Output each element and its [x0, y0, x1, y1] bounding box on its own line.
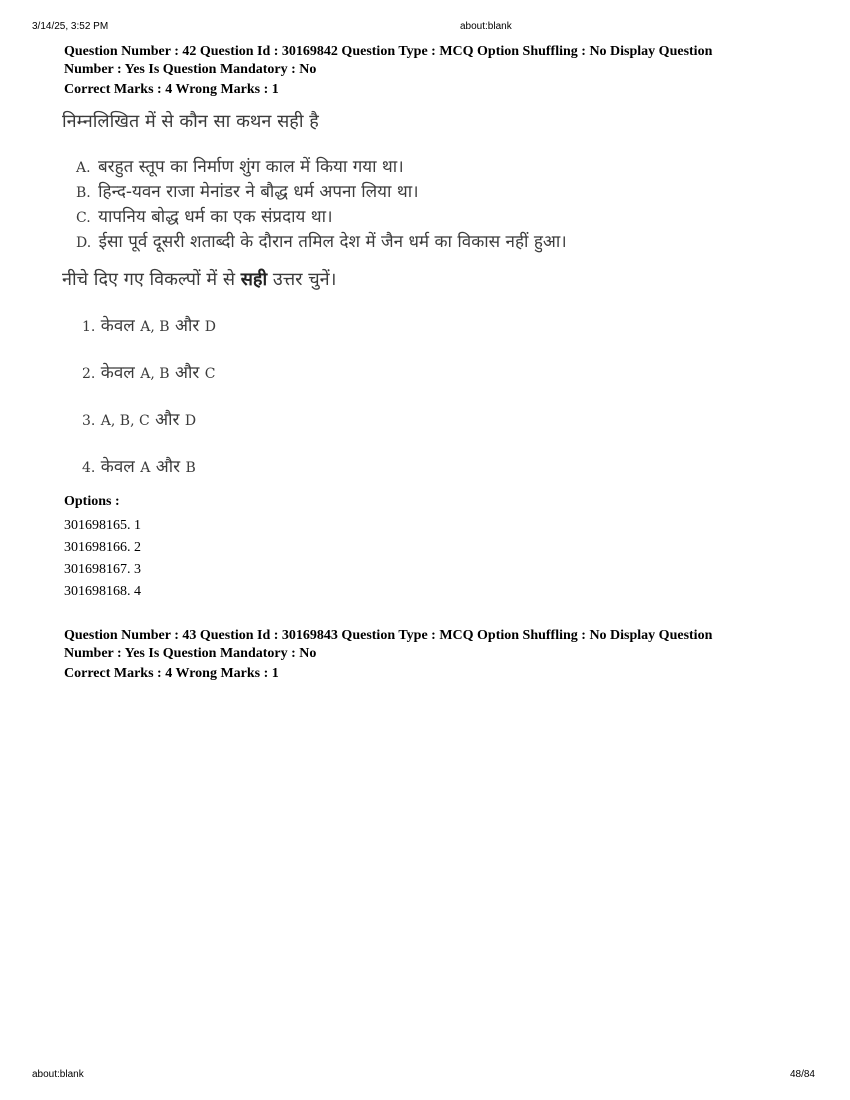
answer-choice: [82, 452, 216, 499]
answer-choice: [82, 358, 216, 405]
question-stem: निम्नलिखित में से कौन सा कथन सही है: [62, 111, 319, 132]
print-header: [32, 21, 815, 35]
statement-label: C.: [76, 210, 91, 226]
choice-letters: A, B: [140, 319, 170, 335]
option-id: 301698165. 1: [64, 518, 141, 533]
statement-item: [76, 155, 567, 180]
instruction-text-pre: नीचे दिए गए विकल्पों में से: [62, 269, 241, 290]
question-meta: [64, 43, 794, 99]
choice-conjunction: और: [174, 363, 200, 383]
choice-number: 4.: [82, 460, 96, 476]
statement-item: [76, 230, 567, 255]
choice-last-letter: C: [204, 366, 216, 382]
choice-last-letter: D: [204, 319, 216, 335]
choice-number: 1.: [82, 319, 96, 335]
instruction-text-post: उत्तर चुनें।: [267, 269, 337, 290]
statement-text: हिन्द-यवन राजा मेनांडर ने बौद्ध धर्म अपना लिया था।: [98, 182, 419, 202]
choice-prefix: केवल: [100, 363, 135, 383]
statement-text: ईसा पूर्व दूसरी शताब्दी के दौरान तमिल देश में जैन धर्म का विकास नहीं हुआ।: [98, 232, 567, 252]
option-id-list: [64, 515, 794, 603]
question-marks: Correct Marks : 4 Wrong Marks : 1: [64, 82, 279, 97]
print-page-title: about:blank: [460, 21, 512, 32]
statement-text: बरहुत स्तूप का निर्माण शुंग काल में किया गया था।: [97, 157, 404, 177]
options-label: Options :: [64, 494, 120, 509]
choice-prefix: केवल: [100, 457, 135, 477]
choice-number: 2.: [82, 366, 96, 382]
question-meta: [64, 627, 794, 683]
answer-choice: [82, 311, 216, 358]
option-id: 301698168. 4: [64, 584, 141, 599]
choice-letters: A, B: [140, 366, 170, 382]
answer-instruction: [62, 267, 336, 291]
choice-conjunction: और: [155, 410, 180, 430]
choice-letters: A: [140, 460, 151, 476]
answer-choice-list: [82, 311, 216, 499]
instruction-emphasis: सही: [240, 269, 268, 290]
question-meta-line-1: Question Number : 42 Question Id : 30169842 Question Type : MCQ Option Shuffling : No Display Question: [64, 44, 713, 59]
print-datetime: 3/14/25, 3:52 PM: [32, 21, 109, 32]
choice-number: 3.: [82, 413, 96, 429]
statement-label: A.: [76, 160, 91, 176]
option-id: 301698167. 3: [64, 562, 141, 577]
statement-text: यापनिय बोद्ध धर्म का एक संप्रदाय था।: [98, 207, 333, 227]
statement-item: [76, 205, 567, 230]
statement-label: B.: [76, 185, 91, 201]
answer-choice: [82, 405, 216, 452]
choice-prefix: केवल: [100, 316, 135, 336]
print-footer-url: about:blank: [32, 1069, 84, 1080]
choice-conjunction: और: [174, 316, 200, 336]
choice-conjunction: और: [155, 457, 181, 477]
statement-item: [76, 180, 567, 205]
question-42: [64, 43, 794, 603]
print-footer: [32, 1069, 815, 1083]
question-43: [64, 627, 794, 683]
question-image: [62, 101, 682, 493]
choice-letters: A, B, C: [100, 413, 150, 429]
question-meta-line-2: Number : Yes Is Question Mandatory : No: [64, 62, 317, 77]
statement-label: D.: [76, 235, 92, 251]
question-marks: Correct Marks : 4 Wrong Marks : 1: [64, 666, 279, 681]
choice-last-letter: B: [185, 460, 196, 476]
question-meta-line-1: Question Number : 43 Question Id : 30169843 Question Type : MCQ Option Shuffling : No Display Question: [64, 628, 713, 643]
print-page-counter: 48/84: [789, 1069, 815, 1080]
document-body: [64, 43, 794, 683]
option-id: 301698166. 2: [64, 540, 141, 555]
statement-list: [76, 155, 567, 255]
choice-last-letter: D: [184, 413, 197, 429]
question-meta-line-2: Number : Yes Is Question Mandatory : No: [64, 646, 317, 661]
